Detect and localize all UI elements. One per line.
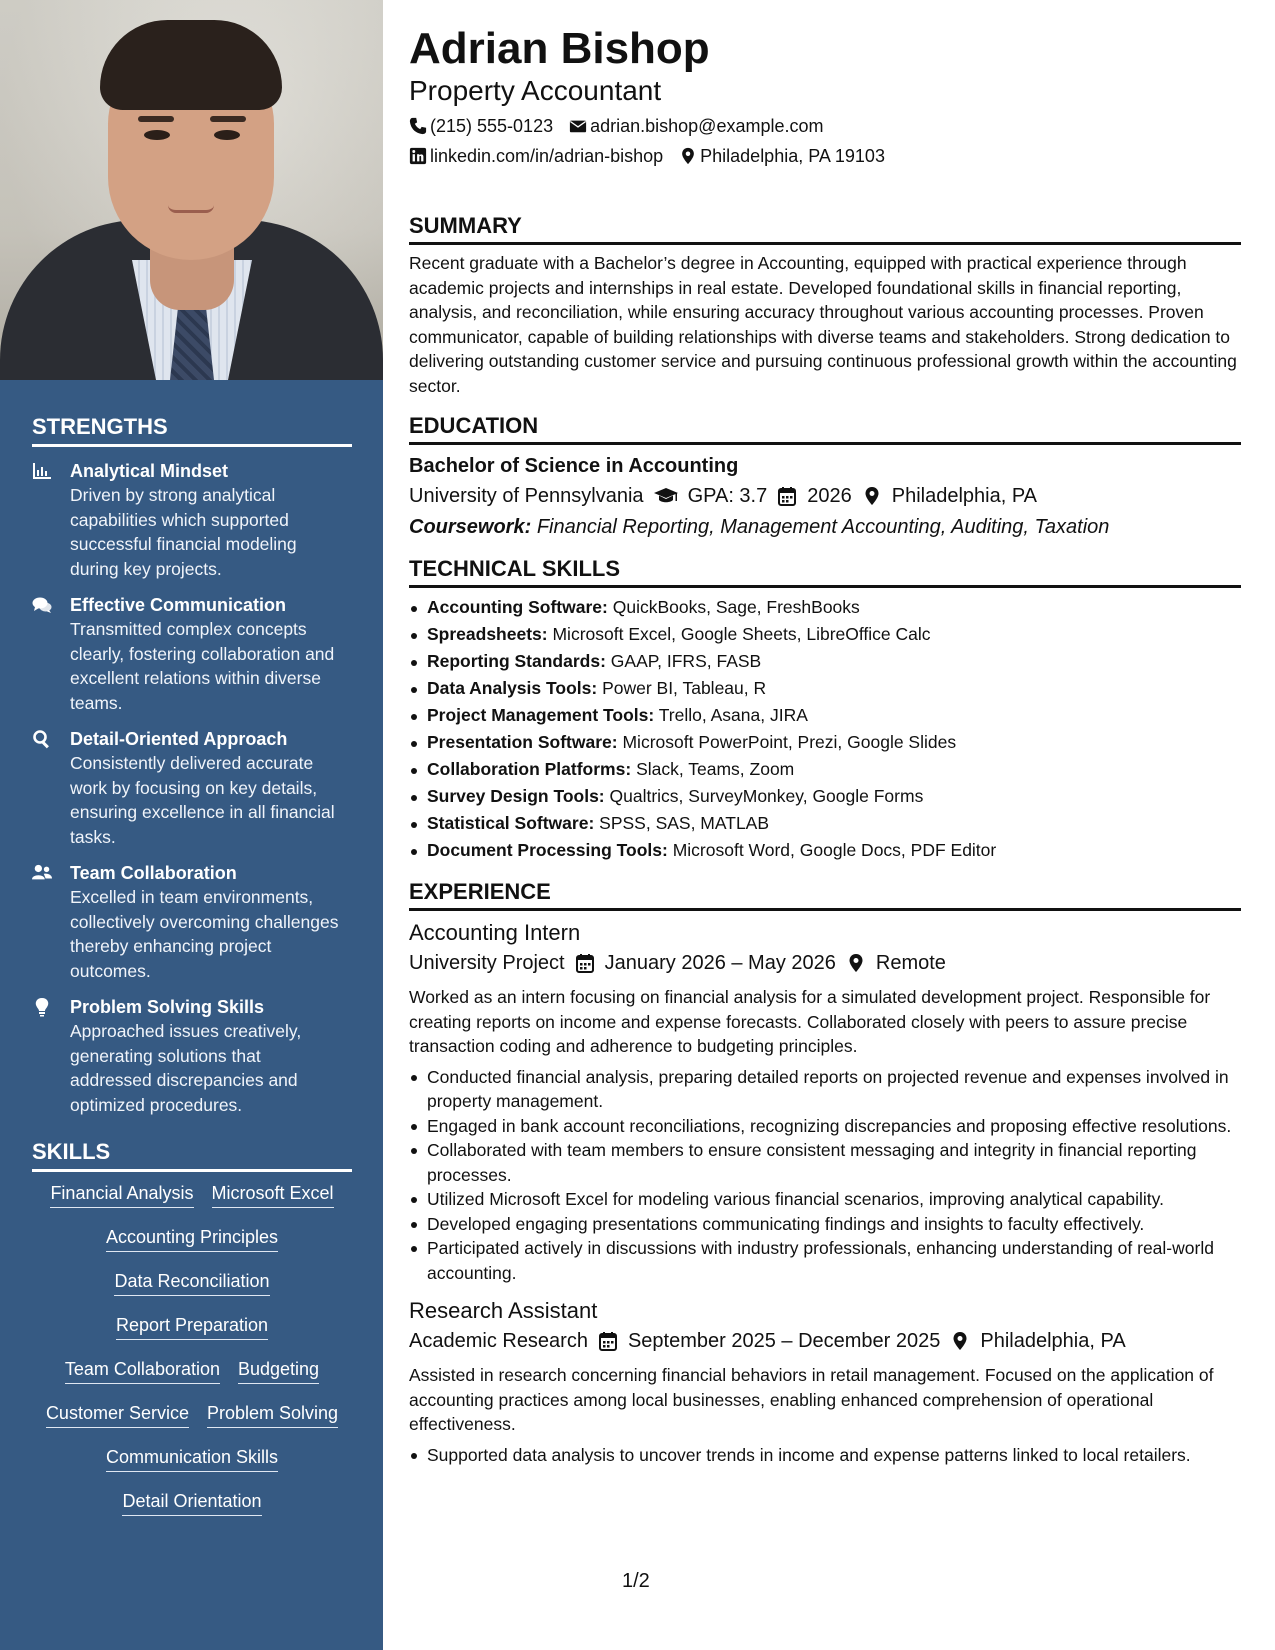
skill-label: Project Management Tools:	[427, 705, 655, 725]
skill-value: Slack, Teams, Zoom	[636, 759, 795, 779]
sidebar	[0, 0, 383, 1650]
job-meta	[409, 1327, 1241, 1355]
list-item	[409, 783, 1241, 810]
skill-value: GAAP, IFRS, FASB	[610, 651, 762, 671]
linkedin-icon	[409, 147, 427, 165]
skill-value: Microsoft PowerPoint, Prezi, Google Slides	[622, 732, 957, 752]
coursework-label: Coursework:	[409, 516, 532, 538]
job-location: Philadelphia, PA	[980, 1330, 1126, 1352]
chart-icon	[32, 461, 52, 481]
list-item: Supported data analysis to uncover trends in income and expense patterns linked to local retailers.	[409, 1443, 1241, 1468]
skill-label: Survey Design Tools:	[427, 786, 605, 806]
skill-tag: Report Preparation	[116, 1314, 268, 1340]
list-item	[409, 648, 1241, 675]
map-pin-icon	[950, 1331, 970, 1351]
job-meta	[409, 949, 1241, 977]
main-content	[409, 0, 1241, 1467]
strength-title: Analytical Mindset	[70, 461, 229, 481]
search-icon	[32, 729, 52, 749]
job-description: Assisted in research concerning financial behaviors in retail management. Focused on the application of accounting practices among local businesses, enabling enhanced comprehension of operational effectiveness.	[409, 1365, 1214, 1434]
profile-photo	[0, 0, 383, 380]
technical-skills-heading: TECHNICAL SKILLS	[409, 555, 1241, 588]
skill-tag: Microsoft Excel	[212, 1182, 334, 1208]
map-pin-icon	[679, 147, 697, 165]
strength-item	[32, 459, 351, 581]
phone-contact[interactable]	[409, 114, 553, 138]
school-name: University of Pennsylvania	[409, 485, 644, 507]
contact-row-2	[409, 144, 1241, 168]
skill-value: Microsoft Word, Google Docs, PDF Editor	[672, 840, 997, 860]
graduation-cap-icon	[654, 486, 678, 506]
list-item	[409, 729, 1241, 756]
users-icon	[32, 863, 52, 883]
phone-text: (215) 555-0123	[430, 116, 554, 136]
job-title: Accounting Intern	[409, 920, 581, 945]
calendar-icon	[777, 486, 797, 506]
job-location: Remote	[875, 952, 946, 974]
coursework-list: Financial Reporting, Management Accounting, Auditing, Taxation	[536, 516, 1110, 538]
job-org: Academic Research	[409, 1330, 588, 1352]
linkedin-contact[interactable]	[409, 144, 663, 168]
email-text: adrian.bishop@example.com	[590, 116, 824, 136]
candidate-name: Adrian Bishop	[409, 24, 710, 73]
skill-label: Accounting Software:	[427, 597, 608, 617]
list-item	[409, 837, 1241, 864]
skill-value: Trello, Asana, JIRA	[658, 705, 808, 725]
map-pin-icon	[862, 486, 882, 506]
job-org: University Project	[409, 952, 565, 974]
degree-title: Bachelor of Science in Accounting	[409, 455, 739, 477]
list-item	[409, 810, 1241, 837]
contact-row	[409, 114, 1241, 138]
strength-title: Problem Solving Skills	[70, 997, 265, 1017]
skill-tag: Budgeting	[238, 1358, 319, 1384]
job-dates: January 2026 – May 2026	[604, 952, 836, 974]
phone-icon	[409, 117, 427, 135]
skill-tag: Data Reconciliation	[114, 1270, 269, 1296]
skill-label: Spreadsheets:	[427, 624, 548, 644]
list-item	[409, 621, 1241, 648]
strength-item	[32, 727, 351, 849]
list-item	[409, 702, 1241, 729]
list-item: Utilized Microsoft Excel for modeling various financial scenarios, improving analytical capability.	[409, 1187, 1241, 1212]
list-item: Engaged in bank account reconciliations, recognizing discrepancies and proposing effective resolutions.	[409, 1114, 1241, 1139]
strength-title: Detail-Oriented Approach	[70, 729, 288, 749]
skill-tag: Problem Solving	[207, 1402, 338, 1428]
skill-tag: Team Collaboration	[65, 1358, 220, 1384]
strength-title: Team Collaboration	[70, 863, 237, 883]
list-item: Conducted financial analysis, preparing detailed reports on projected revenue and expenses involved in property management.	[409, 1065, 1241, 1114]
education-heading: EDUCATION	[409, 412, 1241, 445]
strength-desc: Excelled in team environments, collectively overcoming challenges thereby enhancing project outcomes.	[70, 887, 339, 981]
strength-item	[32, 861, 351, 983]
skill-tag: Communication Skills	[106, 1446, 278, 1472]
skill-value: Microsoft Excel, Google Sheets, LibreOffice Calc	[552, 624, 931, 644]
graduation-year: 2026	[807, 485, 852, 507]
job-bullets	[409, 1065, 1241, 1286]
strength-title: Effective Communication	[70, 595, 287, 615]
linkedin-text: linkedin.com/in/adrian-bishop	[430, 146, 664, 166]
skill-value: Power BI, Tableau, R	[602, 678, 767, 698]
strength-item	[32, 593, 351, 715]
skill-tags	[32, 1182, 352, 1516]
location-text: Philadelphia, PA 19103	[700, 146, 885, 166]
strength-item	[32, 995, 351, 1117]
calendar-icon	[575, 953, 595, 973]
comments-icon	[32, 595, 52, 615]
education-meta	[409, 482, 1241, 510]
calendar-icon	[598, 1331, 618, 1351]
job-dates: September 2025 – December 2025	[627, 1330, 941, 1352]
skill-tag: Accounting Principles	[106, 1226, 278, 1252]
skill-label: Statistical Software:	[427, 813, 595, 833]
envelope-icon	[569, 117, 587, 135]
job-description: Worked as an intern focusing on financial analysis for a simulated development project. Responsible for creating reports on income and expense forecasts. Collaborated closely with peers to assure precise transaction coding and adherence to budgeting principles.	[409, 987, 1211, 1056]
location-contact	[679, 144, 885, 168]
coursework	[409, 513, 1241, 541]
gpa-text: GPA: 3.7	[687, 485, 768, 507]
skill-value: Qualtrics, SurveyMonkey, Google Forms	[609, 786, 924, 806]
education-location: Philadelphia, PA	[891, 485, 1038, 507]
strength-desc: Approached issues creatively, generating solutions that addressed discrepancies and optimized procedures.	[70, 1021, 302, 1115]
skill-tag: Customer Service	[46, 1402, 189, 1428]
skill-label: Reporting Standards:	[427, 651, 606, 671]
strength-desc: Transmitted complex concepts clearly, fostering collaboration and excellent relations within diverse teams.	[70, 619, 335, 713]
email-contact[interactable]	[569, 114, 823, 138]
list-item	[409, 594, 1241, 621]
list-item: Developed engaging presentations communicating findings and insights to faculty effectively.	[409, 1212, 1241, 1237]
skill-label: Document Processing Tools:	[427, 840, 668, 860]
skill-value: SPSS, SAS, MATLAB	[599, 813, 770, 833]
map-pin-icon	[846, 953, 866, 973]
skills-heading: SKILLS	[32, 1139, 352, 1172]
job-title: Research Assistant	[409, 1298, 598, 1323]
skill-tag: Financial Analysis	[50, 1182, 193, 1208]
list-item: Collaborated with team members to ensure consistent messaging and integrity in financial reporting processes.	[409, 1138, 1241, 1187]
lightbulb-icon	[32, 997, 52, 1017]
list-item	[409, 756, 1241, 783]
job-title: Property Accountant	[409, 75, 662, 106]
technical-skills-list	[409, 594, 1241, 864]
list-item	[409, 675, 1241, 702]
page-number: 1/2	[622, 1570, 650, 1592]
summary-text: Recent graduate with a Bachelor’s degree in Accounting, equipped with practical experience through academic projects and internships in real estate. Developed foundational skills in financial reporting, analysis, and reconciliation, while ensuring accuracy throughout various accounting processes. Proven communicator, capable of building relationships with diverse teams and stakeholders. Strong dedication to delivering outstanding customer service and pursuing continuous professional growth within the accounting sector.	[409, 253, 1237, 396]
skill-label: Presentation Software:	[427, 732, 618, 752]
skill-label: Collaboration Platforms:	[427, 759, 632, 779]
strengths-heading: STRENGTHS	[32, 414, 352, 447]
skill-tag: Detail Orientation	[122, 1490, 261, 1516]
list-item: Participated actively in discussions with industry professionals, enhancing understanding of real-world accounting.	[409, 1236, 1241, 1285]
skill-label: Data Analysis Tools:	[427, 678, 598, 698]
strength-desc: Consistently delivered accurate work by focusing on key details, ensuring excellence in all financial tasks.	[70, 753, 335, 847]
skill-value: QuickBooks, Sage, FreshBooks	[612, 597, 860, 617]
job-bullets	[409, 1443, 1241, 1468]
summary-heading: SUMMARY	[409, 212, 1241, 245]
strength-desc: Driven by strong analytical capabilities which supported successful financial modeling during key projects.	[70, 485, 297, 579]
experience-heading: EXPERIENCE	[409, 878, 1241, 911]
